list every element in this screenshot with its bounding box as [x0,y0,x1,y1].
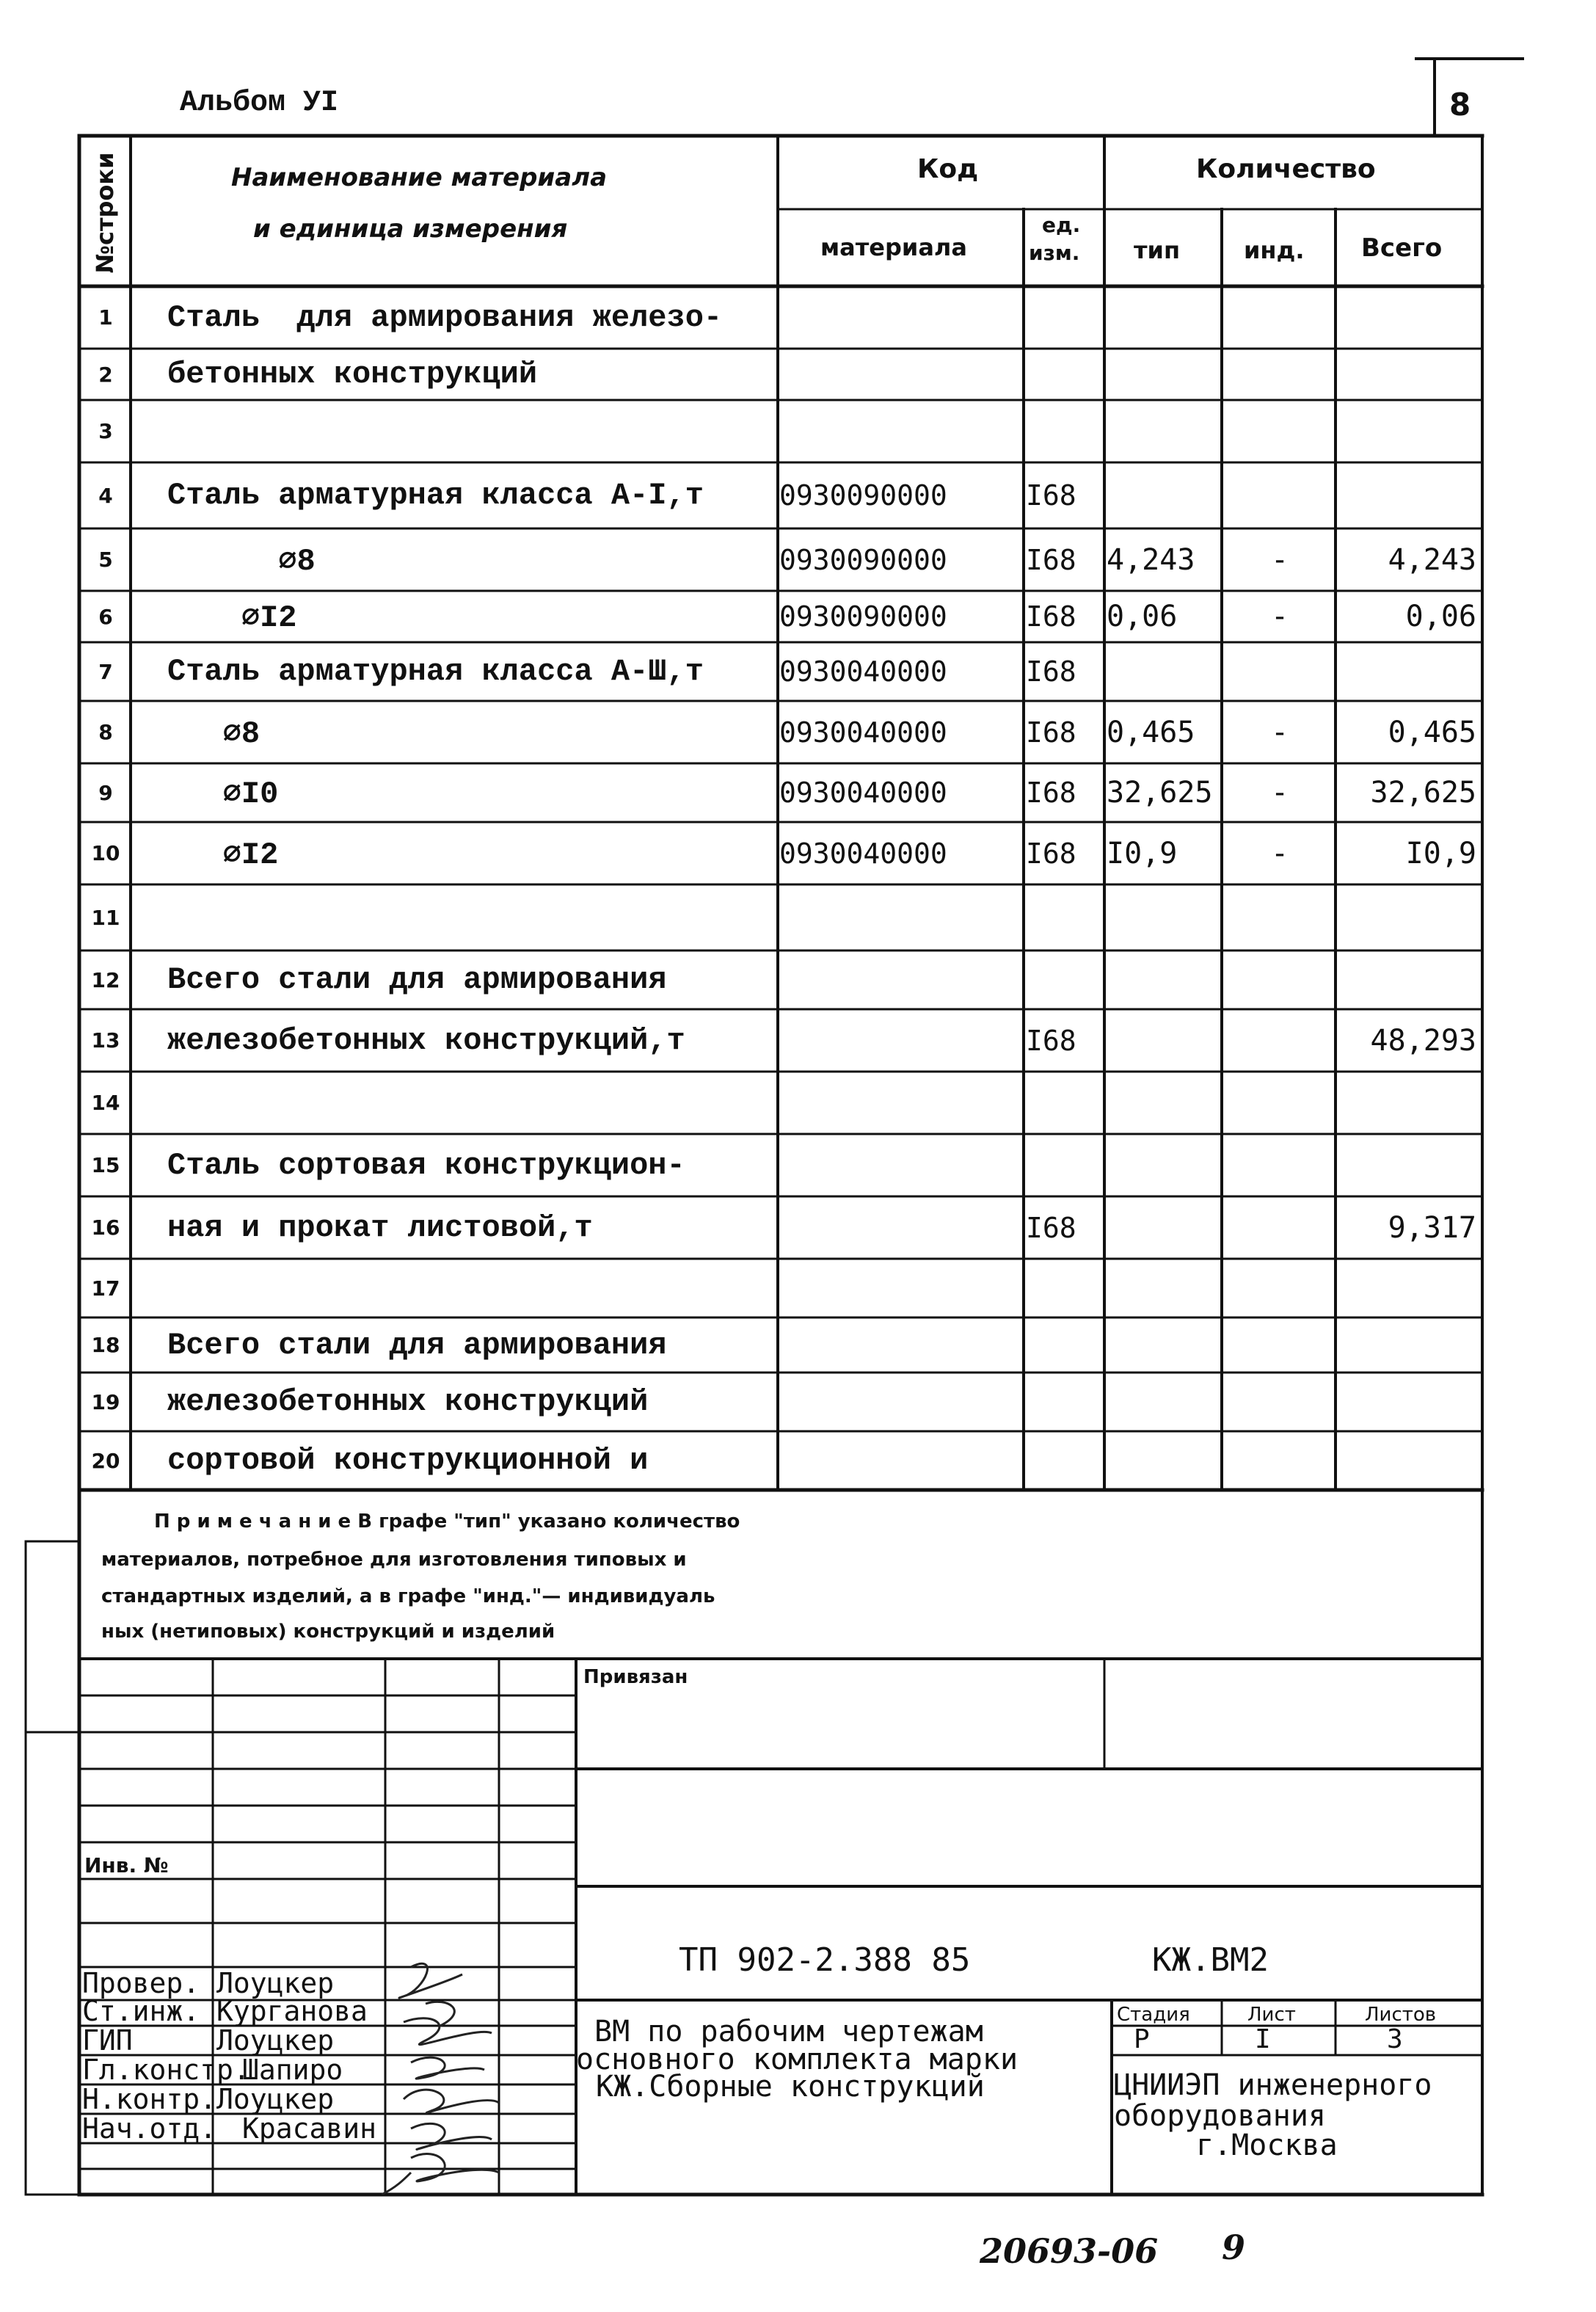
row-material-name [167,884,776,950]
row-type-qty: 4,243 [1107,542,1195,577]
row-material-name: Всего стали для армирования [167,962,667,997]
row-ind-qty: - [1270,776,1289,810]
sheets-label: Листов [1365,2004,1437,2026]
row-unit [1026,400,1104,462]
row-number: 19 [91,1389,120,1414]
row-type-qty [1107,400,1222,462]
row-material-code: 0930090000 [779,479,947,512]
signer-role: Гл.констр. [82,2054,250,2086]
row-total-qty [1337,462,1482,528]
row-total-qty: 4,243 [1388,542,1476,577]
row-ind-qty [1224,1373,1336,1431]
row-material-name [167,1259,776,1317]
row-number: 15 [91,1153,120,1177]
row-type-qty [1107,1134,1222,1196]
row-total-qty: 32,625 [1370,776,1476,810]
sheet-value: I [1255,2024,1271,2054]
row-material-code: 0930090000 [779,543,947,576]
row-unit [1026,1373,1104,1431]
signer-role: Ст.инж. [82,1995,200,2027]
row-ind-qty [1224,1009,1336,1072]
row-material-code [779,1317,1024,1373]
row-material-code: 0930040000 [779,837,947,870]
row-material-name: Всего стали для армирования [167,1327,667,1363]
row-unit [1026,1259,1104,1317]
row-number: 16 [91,1215,120,1240]
signer-role: Провер. [82,1967,200,1999]
row-total-qty [1337,1373,1482,1431]
row-material-name: бетонных конструкций [167,357,538,392]
row-unit: I68 [1026,716,1076,749]
row-material-name: Сталь арматурная класса А-Ш,т [167,654,704,689]
row-total-qty [1337,642,1482,701]
row-ind-qty [1224,642,1336,701]
row-type-qty [1107,1259,1222,1317]
row-type-qty [1107,642,1222,701]
organization-line2: оборудования [1114,2099,1326,2133]
row-number: 18 [91,1333,120,1357]
row-material-code [779,286,1024,349]
row-material-code [779,1196,1024,1259]
name-header-line2: и единица измерения [253,214,568,244]
row-number: 10 [91,841,120,865]
row-ind-qty [1224,950,1336,1009]
signer-role: Н.контр. [82,2083,217,2115]
row-type-qty [1107,1431,1222,1490]
row-material-code: 0930040000 [779,655,947,688]
signatures [382,1952,514,2195]
row-total-qty: I0,9 [1405,836,1476,870]
project-code: ТП 902-2.388 85 [679,1941,971,1979]
row-unit: I68 [1026,837,1076,870]
row-material-name: ная и прокат листовой,т [167,1210,593,1246]
row-ind-qty [1224,400,1336,462]
row-unit [1026,286,1104,349]
row-type-qty [1107,884,1222,950]
row-ind-qty [1224,349,1336,400]
row-type-qty [1107,462,1222,528]
row-material-name: ∅8 [167,543,316,579]
footer-sheet-number: 9 [1222,2228,1246,2267]
sheet-label: Лист [1247,2004,1296,2026]
note-line-2: материалов, потребное для изготовления типовых и [101,1549,687,1571]
row-number: 13 [91,1028,120,1053]
organization-line3: г.Москва [1196,2129,1338,2162]
row-ind-qty [1224,1317,1336,1373]
row-material-name [167,1072,776,1134]
name-header-line1: Наименование материала [231,163,608,192]
row-unit [1026,1431,1104,1490]
code-header: Код [917,154,979,184]
stage-label: Стадия [1117,2004,1190,2026]
row-material-code [779,1009,1024,1072]
row-type-qty [1107,1009,1222,1072]
doc-title-line2: основного комплекта марки [576,2043,1019,2076]
row-ind-qty [1224,462,1336,528]
signer-name: Лоуцкер [216,1967,335,1999]
quantity-header: Количество [1196,154,1376,184]
material-header: материала [820,233,967,261]
row-number: 7 [98,659,113,684]
row-type-qty [1107,286,1222,349]
row-total-qty [1337,1072,1482,1134]
row-material-code: 0930040000 [779,716,947,749]
row-material-code [779,950,1024,1009]
row-total-qty: 0,06 [1405,600,1476,633]
signer-name: Лоуцкер [216,2083,335,2115]
signer-name: Курганова [216,1995,368,2027]
row-material-code [779,1259,1024,1317]
signer-name: Лоуцкер [216,2024,335,2057]
row-unit: I68 [1026,1024,1076,1057]
row-total-qty [1337,1317,1482,1373]
row-material-code [779,1373,1024,1431]
row-unit: I68 [1026,1211,1076,1244]
row-type-qty [1107,1373,1222,1431]
row-material-code [779,1072,1024,1134]
row-material-name: железобетонных конструкций,т [167,1022,685,1058]
row-unit [1026,1317,1104,1373]
row-unit: I68 [1026,655,1076,688]
row-type-qty: 32,625 [1107,776,1213,810]
unit-header-line2: изм. [1029,241,1080,265]
page-number: 8 [1449,87,1471,123]
row-type-qty: 0,06 [1107,600,1178,633]
unit-header-line1: ед. [1042,213,1081,237]
row-type-qty [1107,1196,1222,1259]
row-total-qty [1337,1134,1482,1196]
row-material-code [779,1134,1024,1196]
footer-archive-number: 20693-06 [980,2231,1159,2271]
row-material-code: 0930040000 [779,777,947,809]
row-unit [1026,950,1104,1009]
row-unit [1026,349,1104,400]
row-material-code [779,884,1024,950]
inventory-number-label: Инв. № [84,1853,169,1877]
stage-value: Р [1134,2024,1150,2054]
row-unit: I68 [1026,777,1076,809]
row-ind-qty: - [1270,836,1289,870]
row-type-qty [1107,1072,1222,1134]
row-total-qty [1337,884,1482,950]
signer-role: Нач.отд. [82,2112,217,2145]
row-number: 14 [91,1091,120,1115]
row-number: 20 [91,1448,120,1473]
row-ind-qty: - [1270,715,1289,749]
row-material-code [779,400,1024,462]
doc-title-line1: ВМ по рабочим чертежам [594,2015,983,2049]
ind-header: инд. [1244,236,1305,264]
row-type-qty: I0,9 [1107,836,1178,870]
row-total-qty [1337,349,1482,400]
row-material-code: 0930090000 [779,600,947,633]
row-ind-qty: - [1270,542,1289,577]
album-title: Альбом УI [180,87,339,120]
row-unit [1026,1134,1104,1196]
row-unit [1026,1072,1104,1134]
row-material-name: Сталь для армирования железо- [167,299,723,335]
row-ind-qty [1224,1259,1336,1317]
row-material-name: ∅I0 [167,777,279,812]
row-ind-qty [1224,1072,1336,1134]
row-number: 5 [98,548,113,572]
row-material-code [779,349,1024,400]
row-material-name: ∅8 [167,716,260,752]
row-ind-qty: - [1270,600,1289,633]
row-number: 12 [91,967,120,992]
row-total-qty: 0,465 [1388,715,1476,749]
row-type-qty [1107,950,1222,1009]
row-number: 6 [98,604,113,629]
row-ind-qty [1224,884,1336,950]
row-number: 4 [98,483,113,508]
row-number-header: №строки [91,152,119,274]
row-total-qty: 48,293 [1370,1023,1476,1058]
row-total-qty [1337,286,1482,349]
sheets-value: 3 [1387,2024,1403,2054]
row-ind-qty [1224,1431,1336,1490]
note-line-4: ных (нетиповых) конструкций и изделий [101,1621,555,1643]
row-unit: I68 [1026,543,1076,576]
note-line-1: П р и м е ч а н и е В графе "тип" указано количество [154,1511,740,1533]
row-material-name [167,400,776,462]
row-total-qty [1337,1431,1482,1490]
row-number: 3 [98,419,113,443]
row-material-name: Сталь сортовая конструкцион- [167,1147,685,1183]
row-ind-qty [1224,1196,1336,1259]
privyazan-label: Привязан [583,1666,688,1688]
signer-role: ГИП [82,2024,133,2057]
organization-line1: ЦНИИЭП инженерного [1114,2068,1432,2102]
row-material-name: Сталь арматурная класса А-I,т [167,478,704,513]
row-number: 9 [98,780,113,805]
type-header: тип [1134,236,1181,264]
row-number: 1 [98,305,113,330]
row-type-qty: 0,465 [1107,715,1195,749]
row-material-code [779,1431,1024,1490]
document-mark: КЖ.ВМ2 [1152,1941,1269,1979]
row-ind-qty [1224,1134,1336,1196]
row-total-qty: 9,317 [1388,1210,1476,1245]
row-number: 2 [98,362,113,387]
row-unit [1026,884,1104,950]
row-number: 11 [91,905,120,930]
row-total-qty [1337,950,1482,1009]
row-material-name: ∅I2 [167,837,279,873]
signer-name: Красавин [242,2112,377,2145]
total-header: Всего [1361,233,1443,263]
note-line-3: стандартных изделий, а в графе "инд."— индивидуаль [101,1585,715,1607]
row-type-qty [1107,349,1222,400]
row-total-qty [1337,400,1482,462]
row-number: 17 [91,1276,120,1301]
row-unit: I68 [1026,479,1076,512]
signer-name: Шапиро [242,2054,343,2086]
row-number: 8 [98,720,113,744]
row-ind-qty [1224,286,1336,349]
doc-title-line3: КЖ.Сборные конструкций [596,2070,985,2104]
row-material-name: сортовой конструкционной и [167,1443,649,1478]
row-material-name: железобетонных конструкций [167,1384,649,1419]
row-material-name: ∅I2 [167,600,297,636]
row-total-qty [1337,1259,1482,1317]
row-type-qty [1107,1317,1222,1373]
row-unit: I68 [1026,600,1076,633]
